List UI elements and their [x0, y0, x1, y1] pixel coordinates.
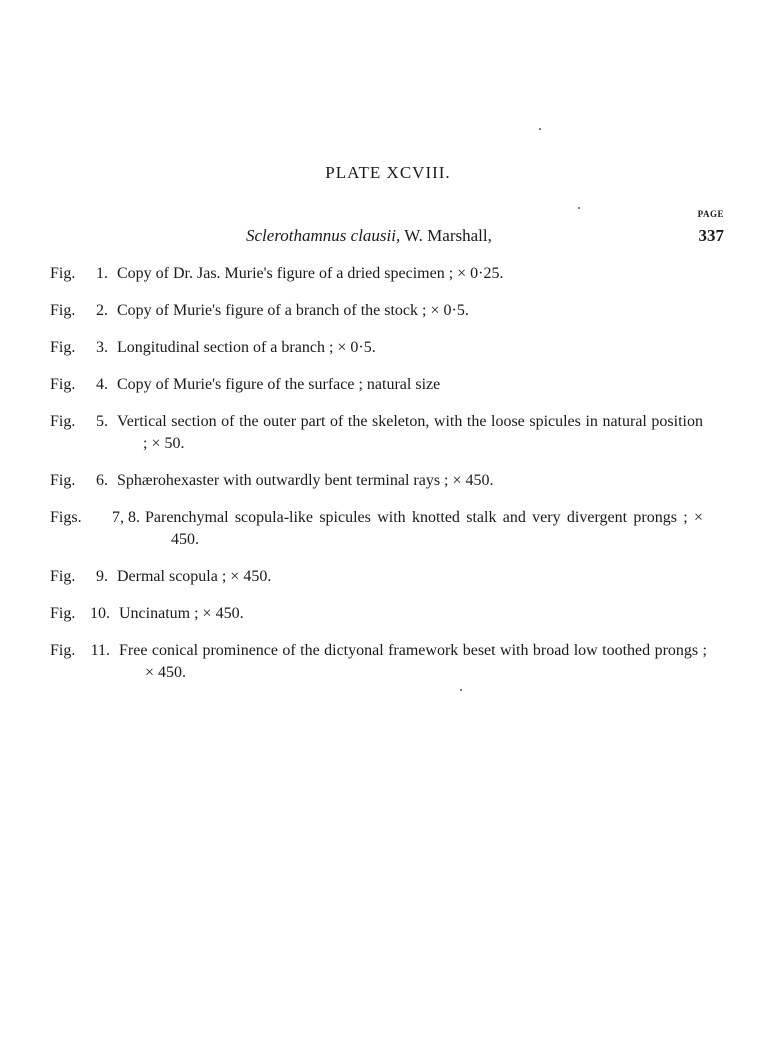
- figure-prefix: Fig.: [50, 605, 76, 622]
- figure-caption: Uncinatum ; × 450.: [119, 605, 244, 622]
- figure-caption: Copy of Murie's figure of a branch of the stock ; × 0·5.: [117, 302, 469, 319]
- species-name: Sclerothamnus clausii,: [246, 226, 401, 245]
- print-speck: [460, 689, 462, 691]
- figure-caption: Dermal scopula ; × 450.: [117, 568, 272, 585]
- figure-prefix: Fig.: [50, 642, 76, 659]
- figure-entry: [0, 263, 776, 285]
- figure-entry: [0, 603, 776, 625]
- figure-caption: Vertical section of the outer part of the skeleton, with the loose spicules in natural position ; × 50.: [117, 413, 703, 452]
- figure-caption: Longitudinal section of a branch ; × 0·5.: [117, 339, 376, 356]
- figure-prefix: Fig.: [50, 376, 76, 393]
- figure-caption: Copy of Murie's figure of the surface ; natural size: [117, 376, 441, 393]
- figure-entry: [0, 374, 776, 396]
- species-author: W. Marshall,: [400, 226, 492, 245]
- figure-caption: Copy of Dr. Jas. Murie's figure of a dried specimen ; × 0·25.: [117, 265, 504, 282]
- figure-number: 5.: [96, 413, 108, 430]
- figure-number: 1.: [96, 265, 108, 282]
- page-column-label: PAGE: [697, 209, 724, 219]
- figure-prefix: Fig.: [50, 265, 76, 282]
- figure-number: 4.: [96, 376, 108, 393]
- figure-list: [0, 263, 776, 699]
- figure-caption: Parenchymal scopula-like spicules with knotted stalk and very divergent prongs ; × 450.: [145, 509, 703, 548]
- print-speck: [539, 128, 541, 130]
- plate-title: PLATE XCVIII.: [325, 163, 451, 182]
- figure-entry: [0, 337, 776, 359]
- figure-entry: [0, 507, 776, 551]
- figure-prefix: Figs.: [50, 509, 82, 526]
- figure-number: 3.: [96, 339, 108, 356]
- figure-prefix: Fig.: [50, 413, 76, 430]
- figure-entry: [0, 411, 776, 455]
- print-speck: [578, 207, 580, 209]
- figure-number: 10.: [90, 605, 110, 622]
- figure-entry: [0, 470, 776, 492]
- figure-number: 6.: [96, 472, 108, 489]
- figure-caption: Free conical prominence of the dictyonal framework beset with broad low toothed prongs ; × 450.: [119, 642, 707, 681]
- figure-number: 11.: [90, 642, 110, 659]
- figure-prefix: Fig.: [50, 339, 76, 356]
- figure-number: 2.: [96, 302, 108, 319]
- figure-caption: Sphærohexaster with outwardly bent terminal rays ; × 450.: [117, 472, 494, 489]
- figure-number: 9.: [96, 568, 108, 585]
- figure-entry: [0, 640, 776, 684]
- figure-prefix: Fig.: [50, 568, 76, 585]
- species-heading-text: [246, 226, 492, 246]
- figure-entry: [0, 566, 776, 588]
- species-page-number: 337: [698, 226, 724, 245]
- figure-entry: [0, 300, 776, 322]
- figure-prefix: Fig.: [50, 472, 76, 489]
- figure-prefix: Fig.: [50, 302, 76, 319]
- figure-number: 7, 8.: [112, 509, 140, 526]
